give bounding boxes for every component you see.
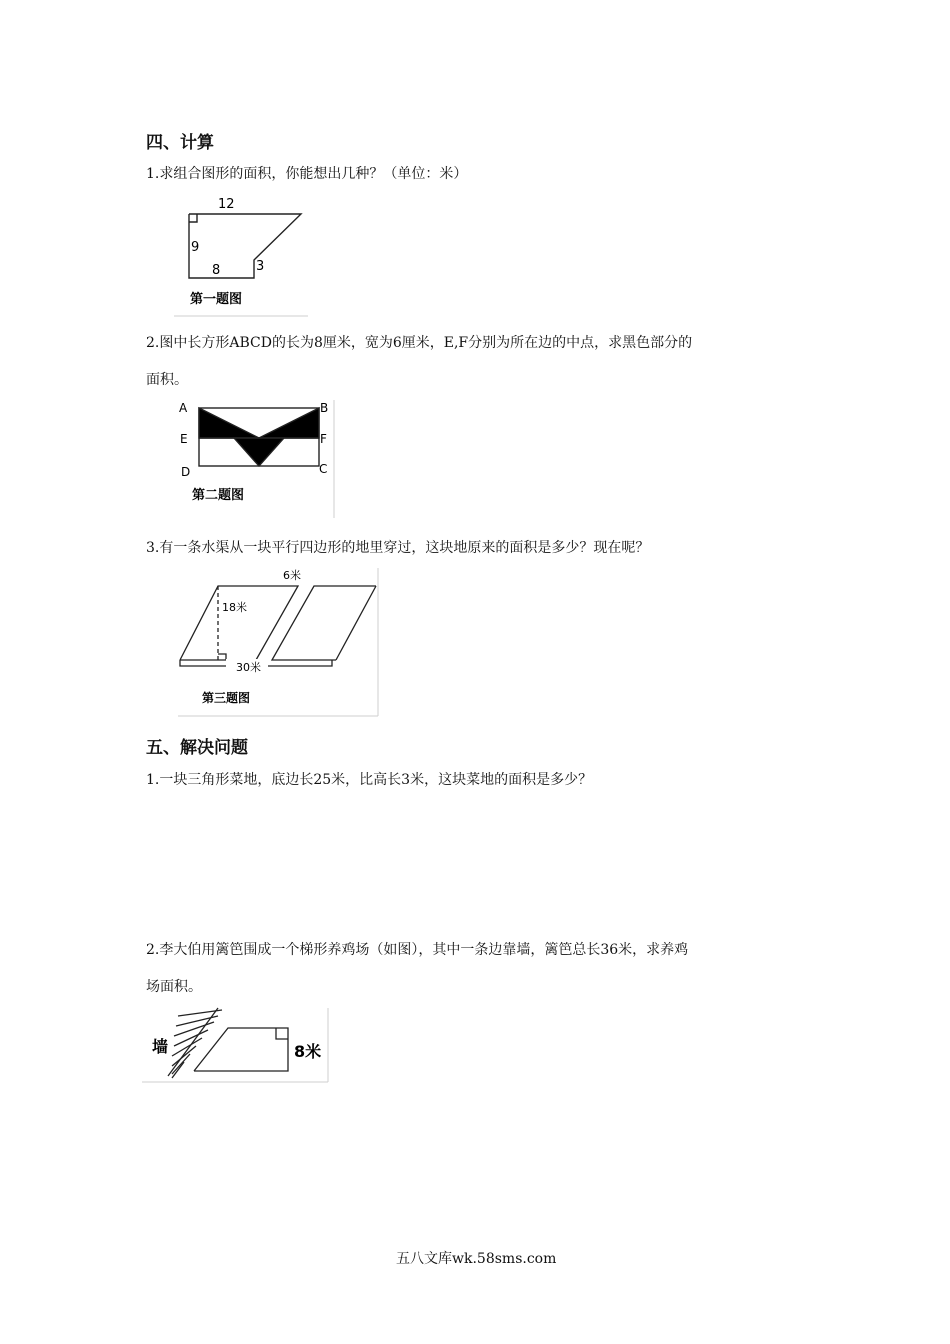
section-4-title: 四、计算 — [146, 133, 214, 153]
question-5-2-line2: 场面积。 — [146, 979, 202, 995]
footer-watermark: 五八文库wk.58sms.com — [396, 1251, 557, 1267]
fig4-label-wall: 墙 — [152, 1037, 169, 1056]
fig1-label-bottom: 8 — [212, 263, 221, 278]
question-4-3: 3.有一条水渠从一块平行四边形的地里穿过，这块地原来的面积是多少？现在呢？ — [146, 540, 650, 556]
fig3-caption: 第三题图 — [202, 691, 251, 705]
fig3-label-base: 30米 — [236, 661, 261, 674]
fig2-label-f: F — [320, 432, 327, 446]
question-5-2-line1: 2.李大伯用篱笆围成一个梯形养鸡场（如图），其中一条边靠墙，篱笆总长36米，求养鸡 — [146, 942, 689, 958]
section-5-title: 五、解决问题 — [146, 738, 248, 758]
fig1-label-top: 12 — [218, 197, 235, 212]
fig2-label-b: B — [320, 401, 329, 415]
fig2-caption: 第二题图 — [192, 488, 245, 503]
question-4-2-line1: 2.图中长方形ABCD的长为8厘米，宽为6厘米，E,F分别为所在边的中点，求黑色部分的 — [146, 335, 693, 351]
figure-1 — [174, 192, 314, 318]
fig4-label-height: 8米 — [294, 1042, 322, 1061]
question-4-2-line2: 面积。 — [146, 372, 188, 388]
figure-3 — [174, 566, 382, 718]
fig2-label-c: C — [319, 462, 328, 476]
question-4-1: 1.求组合图形的面积，你能想出几种？（单位：米） — [146, 166, 468, 182]
fig2-label-a: A — [179, 401, 188, 415]
fig1-label-right: 3 — [256, 259, 265, 274]
fig3-label-height: 18米 — [222, 601, 247, 614]
fig2-label-d: D — [181, 465, 191, 479]
figure-2 — [174, 398, 340, 520]
fig1-label-left: 9 — [191, 240, 200, 255]
fig3-label-width: 6米 — [283, 569, 301, 582]
fig1-caption: 第一题图 — [190, 292, 243, 307]
question-5-1: 1.一块三角形菜地，底边长25米，比高长3米，这块菜地的面积是多少？ — [146, 772, 593, 788]
fig2-label-e: E — [180, 432, 188, 446]
figure-4 — [142, 1006, 332, 1086]
